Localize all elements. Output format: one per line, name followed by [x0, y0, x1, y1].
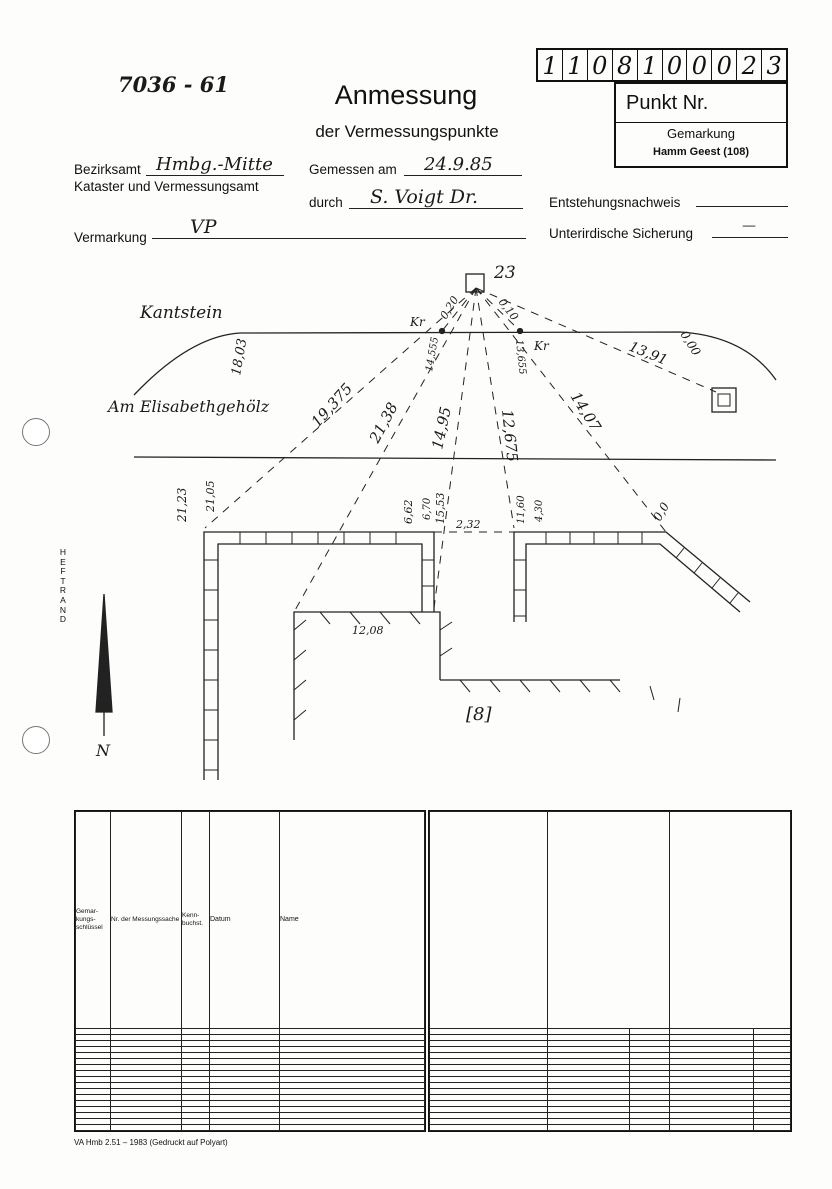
measure-00: 0,0 — [650, 499, 673, 524]
unterirdisch-label: Unterirdische Sicherung — [549, 226, 694, 241]
point-digit: 0 — [687, 50, 712, 80]
col-header-gemarkung: Gemar-kungs-schlüssel — [76, 812, 111, 1029]
gemarkung-value: Hamm Geest (108) — [653, 146, 749, 158]
table-cell[interactable] — [111, 1124, 182, 1130]
point-digit: 8 — [613, 50, 638, 80]
measure-1365: 13,655 — [513, 339, 528, 376]
entstehung-label: Entstehungsnachweis — [549, 195, 681, 210]
table-cell[interactable] — [754, 1124, 791, 1130]
measure-1555: 14,555 — [424, 336, 442, 373]
footer-note: VA Hmb 2.51 – 1983 (Gedruckt auf Polyart) — [74, 1138, 228, 1147]
measure-1407: 14,07 — [566, 388, 605, 435]
point-digit: 0 — [588, 50, 613, 80]
col-header-blank — [430, 812, 548, 1029]
building-left — [204, 532, 434, 780]
col-header-name: Name — [280, 812, 425, 1029]
bezirksamt-value[interactable]: Hmbg.-Mitte — [156, 154, 273, 175]
table-row — [76, 1124, 425, 1130]
col-header-messungssache: Nr. der Messungssache — [111, 812, 182, 1029]
point-digit: 0 — [712, 50, 737, 80]
road-edge — [134, 457, 776, 460]
table-cell[interactable] — [548, 1124, 630, 1130]
measure-1391: 13,91 — [626, 338, 670, 369]
table-cell[interactable] — [280, 1124, 425, 1130]
point-digit: 1 — [538, 50, 563, 80]
page-title: Anmessung — [334, 80, 478, 110]
table-cell[interactable] — [670, 1124, 754, 1130]
north-label: N — [96, 741, 110, 760]
point-digit: 1 — [563, 50, 588, 80]
point-digit: 0 — [663, 50, 688, 80]
measure-1208: 12,08 — [352, 624, 384, 637]
measure-670: 6,70 — [422, 497, 433, 520]
table-cell[interactable] — [210, 1124, 280, 1130]
col-header-datum: Datum — [210, 812, 280, 1029]
gemarkung-label: Gemarkung — [667, 126, 735, 141]
kr-right: Kr — [534, 339, 549, 353]
area-label: [8] — [466, 704, 492, 725]
north-arrow — [96, 594, 112, 736]
table-cell[interactable] — [430, 1124, 548, 1130]
table-cell[interactable] — [630, 1124, 670, 1130]
vermarkung-value[interactable]: VP — [190, 216, 217, 238]
durch-label: durch — [309, 195, 343, 210]
gemessen-value[interactable]: 24.9.85 — [424, 154, 493, 175]
street-label: Am Elisabethgehölz — [108, 397, 270, 416]
measure-1265: 12,675 — [498, 408, 522, 463]
point-digit: 1 — [638, 50, 663, 80]
point-digit: 3 — [766, 52, 782, 80]
measure-232: 2,32 — [456, 518, 481, 531]
vermarkung-label: Vermarkung — [74, 230, 147, 245]
measure-1160: 11,60 — [516, 495, 527, 524]
measure-2123: 21,23 — [175, 487, 189, 522]
file-number: 7036 - 61 — [118, 72, 230, 97]
measure-000: 0,00 — [677, 328, 704, 359]
measure-430: 4,30 — [534, 499, 545, 522]
page-subtitle: der Vermessungspunkte — [315, 122, 499, 141]
durch-value[interactable]: S. Voigt Dr. — [370, 186, 479, 208]
courtyard-outline — [294, 612, 620, 740]
gemessen-label: Gemessen am — [309, 162, 397, 177]
bezirksamt-label: Bezirksamt — [74, 162, 141, 177]
measure-2105: 21,05 — [204, 480, 217, 512]
table-cell[interactable] — [76, 1124, 111, 1130]
col-header-blank — [548, 812, 670, 1029]
kataster-label: Kataster und Vermessungsamt — [74, 179, 259, 194]
measure-line — [294, 288, 476, 612]
measure-020: 0,20 — [437, 293, 462, 322]
table-cell[interactable] — [182, 1124, 210, 1130]
measure-19375: 19,375 — [307, 379, 357, 431]
measure-1495: 14,95 — [428, 405, 455, 451]
point-digit: 2 — [737, 50, 762, 80]
measure-1803: 18,03 — [229, 337, 251, 377]
point-label: 23 — [494, 263, 516, 283]
unterirdisch-value[interactable]: — — [742, 218, 756, 234]
heftrand-label: H E F T R A N D — [59, 547, 67, 625]
measure-2138: 21,38 — [365, 399, 402, 446]
measure-662: 6,62 — [402, 499, 415, 524]
kr-left: Kr — [410, 315, 425, 329]
measure-1553: 15,53 — [434, 492, 447, 524]
record-table-right — [428, 810, 792, 1132]
col-header-blank — [670, 812, 791, 1029]
measure-line — [476, 288, 514, 528]
kantstein-label: Kantstein — [140, 303, 223, 323]
table-row — [430, 1124, 791, 1130]
record-table-left — [74, 810, 426, 1132]
building-right — [514, 532, 750, 622]
col-header-kennbuchst: Kenn-buchst. — [182, 812, 210, 1029]
punkt-label: Punkt Nr. — [626, 92, 709, 114]
measure-010: 0,10 — [495, 295, 521, 324]
